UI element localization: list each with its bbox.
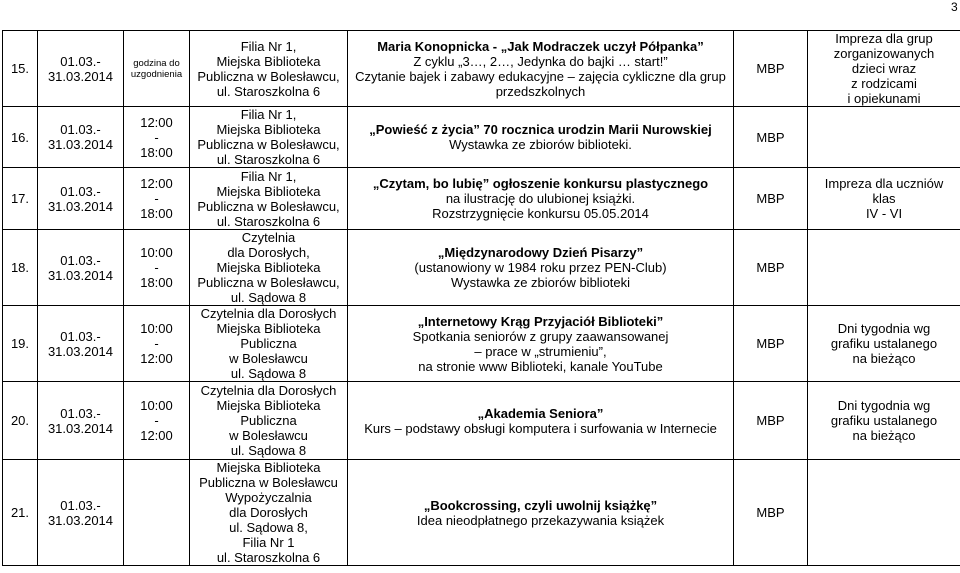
location-line: Publiczna [240, 336, 297, 351]
location-line: Miejska Biblioteka [216, 53, 321, 69]
event-title: „Czytam, bo lubię” ogłoszenie konkursu plastycznego [372, 176, 709, 191]
event-description: Kurs – podstawy obsługi komputera i surfowania w Internecie [364, 420, 717, 436]
row-number: 20. [3, 382, 38, 460]
time-line: 10:00 [140, 398, 173, 413]
location-line: w Bolesławcu [229, 428, 308, 443]
date-range [38, 31, 124, 107]
event-description: Rozstrzygnięcie konkursu 05.05.2014 [432, 206, 649, 221]
date-end: 31.03.2014 [47, 420, 114, 436]
location-cell [190, 230, 348, 306]
location-line: Publiczna w Bolesławcu [199, 475, 338, 490]
location-line: Miejska Biblioteka [216, 398, 321, 413]
notes-cell [808, 460, 960, 566]
event-cell [348, 31, 734, 107]
event-title: „Bookcrossing, czyli uwolnij książkę” [423, 497, 658, 513]
row-number: 16. [3, 107, 38, 168]
location-cell [190, 31, 348, 107]
event-description: Spotkania seniorów z grupy zaawansowanej [412, 328, 669, 344]
date-end: 31.03.2014 [47, 68, 114, 84]
location-line: ul. Sądowa 8, [229, 520, 308, 535]
location-line: Filia Nr 1, [240, 168, 297, 184]
organizer-cell: MBP [734, 31, 808, 107]
date-start: 01.03.- [60, 328, 101, 344]
location-line: Filia Nr 1, [240, 107, 297, 122]
location-cell [190, 168, 348, 230]
location-line: dla Dorosłych [229, 505, 308, 520]
events-table-body [3, 31, 960, 566]
table-row [3, 230, 960, 306]
location-cell [190, 460, 348, 566]
event-description: Idea nieodpłatnego przekazywania książek [416, 512, 665, 528]
event-description: Z cyklu „3…, 2…, Jedynka do bajki … start!” [413, 53, 668, 69]
location-line: ul. Sądowa 8 [230, 443, 307, 458]
location-line: Miejska Biblioteka [216, 183, 321, 199]
time-cell [124, 460, 190, 566]
time-line: 18:00 [140, 275, 173, 290]
page-number: 3 [951, 0, 958, 14]
time-line: 12:00 [140, 428, 173, 443]
date-start: 01.03.- [60, 122, 101, 137]
date-range [38, 230, 124, 306]
location-cell [190, 306, 348, 382]
table-row [3, 31, 960, 107]
time-cell [124, 31, 190, 107]
date-range [38, 168, 124, 230]
notes-line: Impreza dla uczniów [824, 176, 944, 191]
row-number: 21. [3, 460, 38, 566]
event-cell [348, 230, 734, 306]
event-cell [348, 107, 734, 168]
location-line: ul. Staroszkolna 6 [216, 83, 321, 99]
location-line: ul. Sądowa 8 [230, 366, 307, 381]
date-end: 31.03.2014 [47, 198, 114, 214]
location-line: ul. Staroszkolna 6 [216, 152, 321, 167]
notes-line: z rodzicami [851, 76, 917, 91]
organizer-cell: MBP [734, 230, 808, 306]
date-end: 31.03.2014 [47, 267, 114, 283]
time-line: godzina do [133, 57, 180, 69]
event-title: „Akademia Seniora” [477, 405, 604, 421]
time-cell [124, 382, 190, 460]
row-number: 15. [3, 31, 38, 107]
time-cell [124, 230, 190, 306]
notes-cell [808, 306, 960, 382]
notes-line: grafiku ustalanego [830, 413, 938, 428]
event-title: „Internetowy Krąg Przyjaciół Biblioteki” [417, 313, 664, 329]
table-row [3, 460, 960, 566]
row-number: 18. [3, 230, 38, 306]
time-line: 12:00 [140, 114, 173, 130]
location-line: Miejska Biblioteka [216, 321, 321, 336]
notes-line: IV - VI [865, 206, 903, 221]
organizer-cell: MBP [734, 306, 808, 382]
location-line: ul. Staroszkolna 6 [216, 213, 321, 229]
events-table [2, 30, 960, 566]
notes-line: zorganizowanych [833, 46, 935, 61]
location-line: Czytelnia dla Dorosłych [200, 383, 337, 398]
event-description: przedszkolnych [495, 83, 586, 99]
notes-cell [808, 382, 960, 460]
date-range [38, 107, 124, 168]
event-description: na ilustrację do ulubionej książki. [445, 191, 636, 206]
organizer-cell: MBP [734, 107, 808, 168]
time-line: 12:00 [140, 176, 173, 191]
location-line: ul. Sądowa 8 [230, 290, 307, 305]
time-cell [124, 107, 190, 168]
location-cell [190, 382, 348, 460]
date-start: 01.03.- [60, 183, 101, 199]
event-title: „Międzynarodowy Dzień Pisarzy” [437, 245, 644, 260]
location-line: Publiczna [240, 413, 297, 428]
location-line: Miejska Biblioteka [216, 122, 321, 137]
location-line: Publiczna w Bolesławcu, [197, 275, 340, 290]
time-line: - [154, 336, 159, 351]
date-range [38, 306, 124, 382]
notes-line: dzieci wraz [851, 61, 917, 76]
event-description: Wystawka ze zbiorów biblioteki. [449, 137, 632, 152]
event-description: Czytanie bajek i zabawy edukacyjne – zajęcia cykliczne dla grup [355, 68, 726, 84]
date-range [38, 460, 124, 566]
notes-line: na bieżąco [852, 351, 916, 366]
date-end: 31.03.2014 [47, 512, 114, 528]
location-line: w Bolesławcu [229, 351, 308, 366]
table-row [3, 168, 960, 230]
event-title: Maria Konopnicka - „Jak Modraczek uczył Półpanka” [377, 38, 704, 54]
location-line: Publiczna w Bolesławcu, [197, 137, 340, 152]
location-line: Czytelnia [241, 230, 296, 245]
event-description: na stronie www Biblioteki, kanale YouTube [418, 358, 663, 374]
time-line: 10:00 [140, 245, 173, 260]
event-description: Wystawka ze zbiorów biblioteki [450, 275, 631, 290]
notes-cell [808, 107, 960, 168]
time-line: 10:00 [140, 321, 173, 336]
table-row [3, 107, 960, 168]
location-line: Filia Nr 1 [242, 535, 295, 550]
organizer-cell: MBP [734, 168, 808, 230]
time-line: - [154, 260, 159, 275]
notes-line: Impreza dla grup [835, 31, 933, 46]
table-row [3, 382, 960, 460]
date-start: 01.03.- [60, 252, 101, 268]
notes-line: i opiekunami [847, 91, 921, 106]
date-end: 31.03.2014 [47, 137, 114, 152]
location-line: Publiczna w Bolesławcu, [197, 68, 340, 84]
notes-cell [808, 168, 960, 230]
date-range [38, 382, 124, 460]
event-description: – prace w „strumieniu”, [474, 343, 607, 359]
table-row [3, 306, 960, 382]
location-line: Czytelnia dla Dorosłych [200, 306, 337, 321]
event-cell [348, 306, 734, 382]
row-number: 17. [3, 168, 38, 230]
date-start: 01.03.- [60, 405, 101, 421]
notes-cell [808, 31, 960, 107]
organizer-cell: MBP [734, 460, 808, 566]
notes-line: na bieżąco [852, 428, 916, 443]
event-cell [348, 382, 734, 460]
time-line: - [154, 191, 159, 206]
location-line: dla Dorosłych, [227, 245, 310, 260]
row-number: 19. [3, 306, 38, 382]
location-line: Filia Nr 1, [240, 38, 297, 54]
location-line: ul. Staroszkolna 6 [216, 550, 321, 565]
event-cell [348, 168, 734, 230]
time-cell [124, 168, 190, 230]
time-line: uzgodnienia [130, 68, 183, 80]
time-cell [124, 306, 190, 382]
location-line: Miejska Biblioteka [216, 460, 321, 475]
time-line: - [154, 413, 159, 428]
time-line: - [154, 129, 159, 145]
date-start: 01.03.- [60, 497, 101, 513]
time-line: 12:00 [140, 351, 173, 366]
notes-line: Dni tygodnia wg [837, 398, 931, 413]
location-line: Wypożyczalnia [225, 490, 312, 505]
time-line: 18:00 [140, 206, 173, 221]
notes-line: Dni tygodnia wg [837, 321, 931, 336]
notes-line: klas [872, 191, 896, 206]
organizer-cell: MBP [734, 382, 808, 460]
date-end: 31.03.2014 [47, 343, 114, 359]
location-line: Publiczna w Bolesławcu, [197, 198, 340, 214]
event-title: „Powieść z życia” 70 rocznica urodzin Marii Nurowskiej [369, 122, 712, 137]
location-cell [190, 107, 348, 168]
date-start: 01.03.- [60, 53, 101, 69]
time-line: 18:00 [140, 144, 173, 160]
notes-cell [808, 230, 960, 306]
event-cell [348, 460, 734, 566]
event-description: (ustanowiony w 1984 roku przez PEN-Club) [414, 260, 667, 275]
notes-line: grafiku ustalanego [830, 336, 938, 351]
location-line: Miejska Biblioteka [216, 260, 321, 275]
